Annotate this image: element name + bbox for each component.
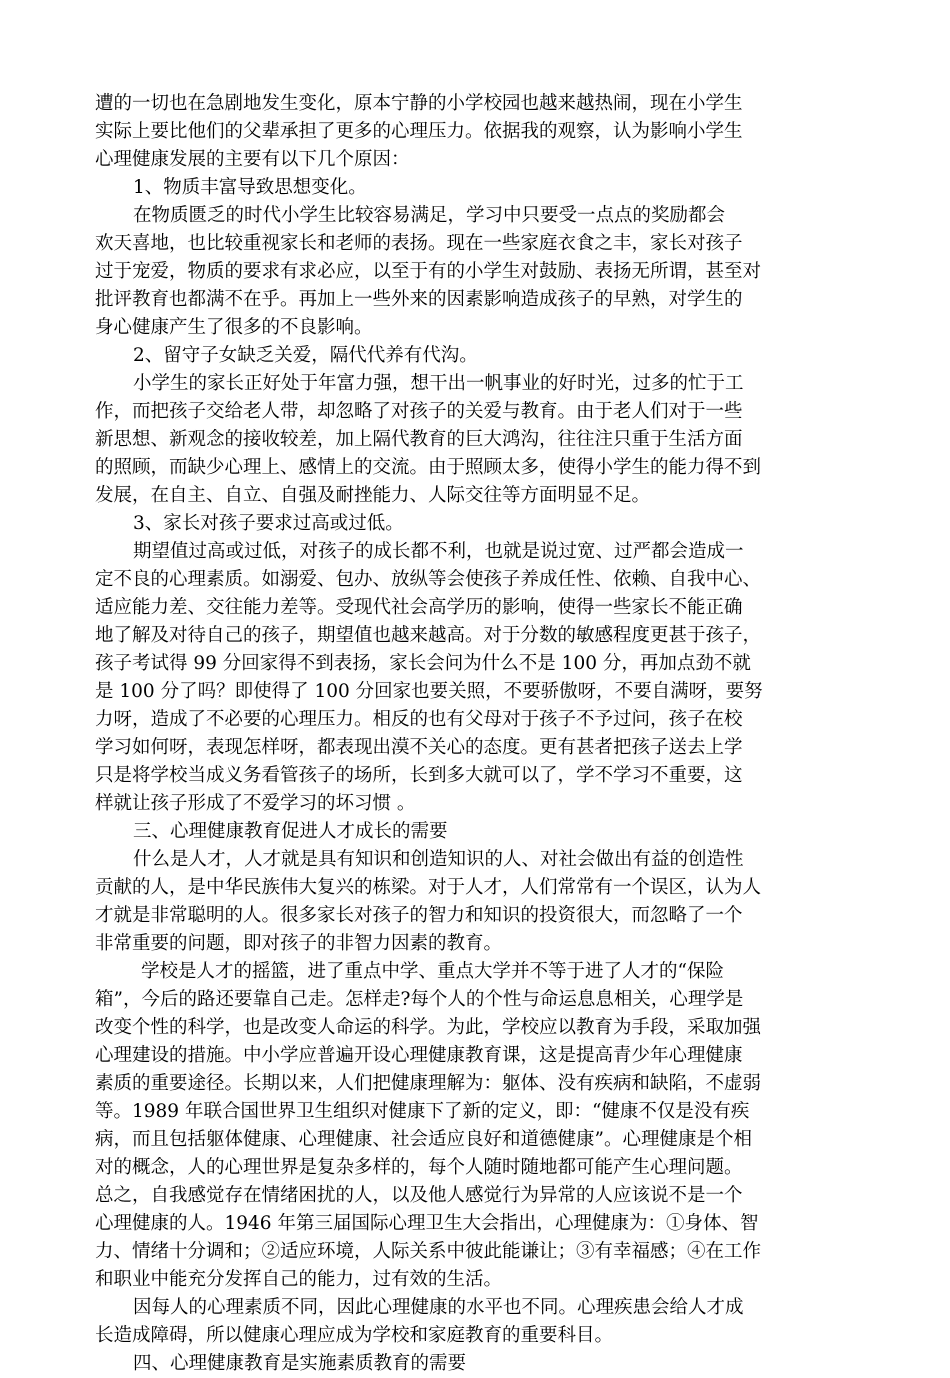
text-line: 在物质匮乏的时代小学生比较容易满足，学习中只要受一点点的奖励都会 <box>133 205 726 226</box>
text-line: 三、心理健康教育促进人才成长的需要 <box>133 821 448 842</box>
text-line: 发展，在自主、自立、自强及耐挫能力、人际交往等方面明显不足。 <box>95 485 651 506</box>
text-line: 适应能力差、交往能力差等。受现代社会高学历的影响，使得一些家长不能正确 <box>95 597 743 618</box>
text-line: 是 100 分了吗？即使得了 100 分回家也要关照，不要骄傲呀，不要自满呀，要努 <box>95 681 763 702</box>
text-line: 等。1989 年联合国世界卫生组织对健康下了新的定义，即：“健康不仅是没有疾 <box>95 1101 750 1122</box>
text-line: 箱”，今后的路还要靠自己走。怎样走?每个人的个性与命运息息相关，心理学是 <box>95 989 744 1010</box>
text-line: 力、情绪十分调和；②适应环境，人际关系中彼此能谦让；③有幸福感；④在工作 <box>95 1241 762 1262</box>
text-line: 样就让孩子形成了不爱学习的坏习惯 。 <box>95 793 416 814</box>
text-line: 批评教育也都满不在乎。再加上一些外来的因素影响造成孩子的早熟，对学生的 <box>95 289 743 310</box>
text-line: 什么是人才，人才就是具有知识和创造知识的人、对社会做出有益的创造性 <box>133 849 744 870</box>
text-line: 身心健康产生了很多的不良影响。 <box>95 317 373 338</box>
text-line: 和职业中能充分发挥自己的能力，过有效的生活。 <box>95 1269 503 1290</box>
document-body <box>95 90 865 1378</box>
text-line: 心理健康的人。1946 年第三届国际心理卫生大会指出，心理健康为：①身体、智 <box>95 1213 759 1234</box>
text-line: 孩子考试得 99 分回家得不到表扬，家长会问为什么不是 100 分，再加点劲不就 <box>95 653 751 674</box>
text-line: 因每人的心理素质不同，因此心理健康的水平也不同。心理疾患会给人才成 <box>133 1297 744 1318</box>
text-line: 新思想、新观念的接收较差，加上隔代教育的巨大鸿沟，往往注只重于生活方面 <box>95 429 743 450</box>
text-line: 实际上要比他们的父辈承担了更多的心理压力。依据我的观察，认为影响小学生 <box>95 121 743 142</box>
text-line: 学校是人才的摇篮，进了重点中学、重点大学并不等于进了人才的“保险 <box>141 961 724 982</box>
text-line: 期望值过高或过低，对孩子的成长都不利，也就是说过宽、过严都会造成一 <box>133 541 744 562</box>
text-line: 过于宠爱，物质的要求有求必应，以至于有的小学生对鼓励、表扬无所谓，甚至对 <box>95 261 762 282</box>
text-line: 长造成障碍，所以健康心理应成为学校和家庭教育的重要科目。 <box>95 1325 614 1346</box>
text-line: 对的概念，人的心理世界是复杂多样的，每个人随时随地都可能产生心理问题。 <box>95 1157 743 1178</box>
text-line: 总之，自我感觉存在情绪困扰的人，以及他人感觉行为异常的人应该说不是一个 <box>95 1185 743 1206</box>
text-line: 贡献的人，是中华民族伟大复兴的栋梁。对于人才，人们常常有一个误区，认为人 <box>95 877 762 898</box>
text-line: 1、物质丰富导致思想变化。 <box>133 177 367 198</box>
text-line: 心理健康发展的主要有以下几个原因： <box>95 149 410 170</box>
text-line: 欢天喜地，也比较重视家长和老师的表扬。现在一些家庭衣食之丰，家长对孩子 <box>95 233 743 254</box>
text-line: 改变个性的科学，也是改变人命运的科学。为此，学校应以教育为手段，采取加强 <box>95 1017 762 1038</box>
text-line: 的照顾，而缺少心理上、感情上的交流。由于照顾太多，使得小学生的能力得不到 <box>95 457 762 478</box>
text-line: 四、心理健康教育是实施素质教育的需要 <box>133 1353 467 1374</box>
text-line: 素质的重要途径。长期以来，人们把健康理解为：躯体、没有疾病和缺陷，不虚弱 <box>95 1073 762 1094</box>
text-line: 2、留守子女缺乏关爱，隔代代养有代沟。 <box>133 345 478 366</box>
text-line: 心理建设的措施。中小学应普遍开设心理健康教育课，这是提高青少年心理健康 <box>95 1045 743 1066</box>
text-line: 3、家长对孩子要求过高或过低。 <box>133 513 404 534</box>
text-line: 才就是非常聪明的人。很多家长对孩子的智力和知识的投资很大，而忽略了一个 <box>95 905 743 926</box>
text-line: 地了解及对待自己的孩子，期望值也越来越高。对于分数的敏感程度更甚于孩子， <box>95 625 762 646</box>
text-line: 定不良的心理素质。如溺爱、包办、放纵等会使孩子养成任性、依赖、自我中心、 <box>95 569 762 590</box>
text-line: 学习如何呀，表现怎样呀，都表现出漠不关心的态度。更有甚者把孩子送去上学 <box>95 737 743 758</box>
text-line: 小学生的家长正好处于年富力强，想干出一帆事业的好时光，过多的忙于工 <box>133 373 744 394</box>
text-line: 病，而且包括躯体健康、心理健康、社会适应良好和道德健康”。心理健康是个相 <box>95 1129 752 1150</box>
text-line: 只是将学校当成义务看管孩子的场所，长到多大就可以了，学不学习不重要，这 <box>95 765 743 786</box>
text-line: 作，而把孩子交给老人带，却忽略了对孩子的关爱与教育。由于老人们对于一些 <box>95 401 743 422</box>
text-line: 遭的一切也在急剧地发生变化，原本宁静的小学校园也越来越热闹，现在小学生 <box>95 93 743 114</box>
text-line: 力呀，造成了不必要的心理压力。相反的也有父母对于孩子不予过问，孩子在校 <box>95 709 743 730</box>
text-line: 非常重要的问题，即对孩子的非智力因素的教育。 <box>95 933 503 954</box>
